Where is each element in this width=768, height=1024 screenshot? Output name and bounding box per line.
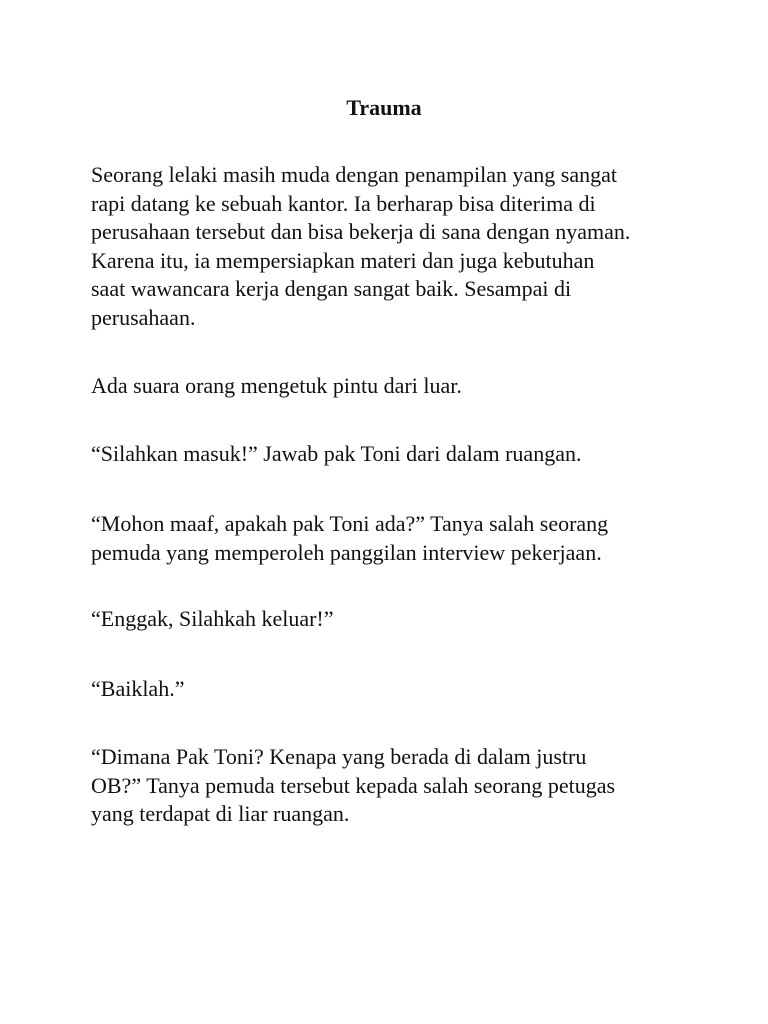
text-line: perusahaan tersebut dan bisa bekerja di sana dengan nyaman. xyxy=(91,219,631,245)
text-line: Ada suara orang mengetuk pintu dari luar. xyxy=(91,373,462,398)
text-line: OB?” Tanya pemuda tersebut kepada salah seorang petugas xyxy=(91,772,616,798)
text-line: perusahaan. xyxy=(91,304,196,330)
paragraph-dialogue-pemuda xyxy=(91,510,711,567)
text-line: “Mohon maaf, apakah pak Toni ada?” Tanya salah seorang xyxy=(91,511,609,536)
text-line: “Dimana Pak Toni? Kenapa yang berada di dalam justru xyxy=(91,744,587,769)
text-line: Seorang lelaki masih muda dengan penampilan yang sangat xyxy=(91,162,618,187)
paragraph-dialogue-dimana xyxy=(91,743,711,829)
text-line: “Enggak, Silahkah keluar!” xyxy=(91,606,334,631)
paragraph-dialogue-baiklah xyxy=(91,675,711,704)
text-line: “Baiklah.” xyxy=(91,676,185,701)
document-title: Trauma xyxy=(346,95,422,120)
text-line: yang terdapat di liar ruangan. xyxy=(91,801,350,827)
text-line: rapi datang ke sebuah kantor. Ia berharap bisa diterima di xyxy=(91,190,596,216)
text-line: saat wawancara kerja dengan sangat baik. Sesampai di xyxy=(91,276,572,302)
paragraph-intro xyxy=(91,161,711,333)
paragraph-dialogue-toni xyxy=(91,440,711,469)
paragraph-knock xyxy=(91,372,711,401)
text-line: Karena itu, ia mempersiapkan materi dan juga kebutuhan xyxy=(91,247,595,273)
text-line: “Silahkan masuk!” Jawab pak Toni dari dalam ruangan. xyxy=(91,441,582,466)
paragraph-dialogue-enggak xyxy=(91,605,711,634)
text-line: pemuda yang memperoleh panggilan interview pekerjaan. xyxy=(91,539,602,565)
